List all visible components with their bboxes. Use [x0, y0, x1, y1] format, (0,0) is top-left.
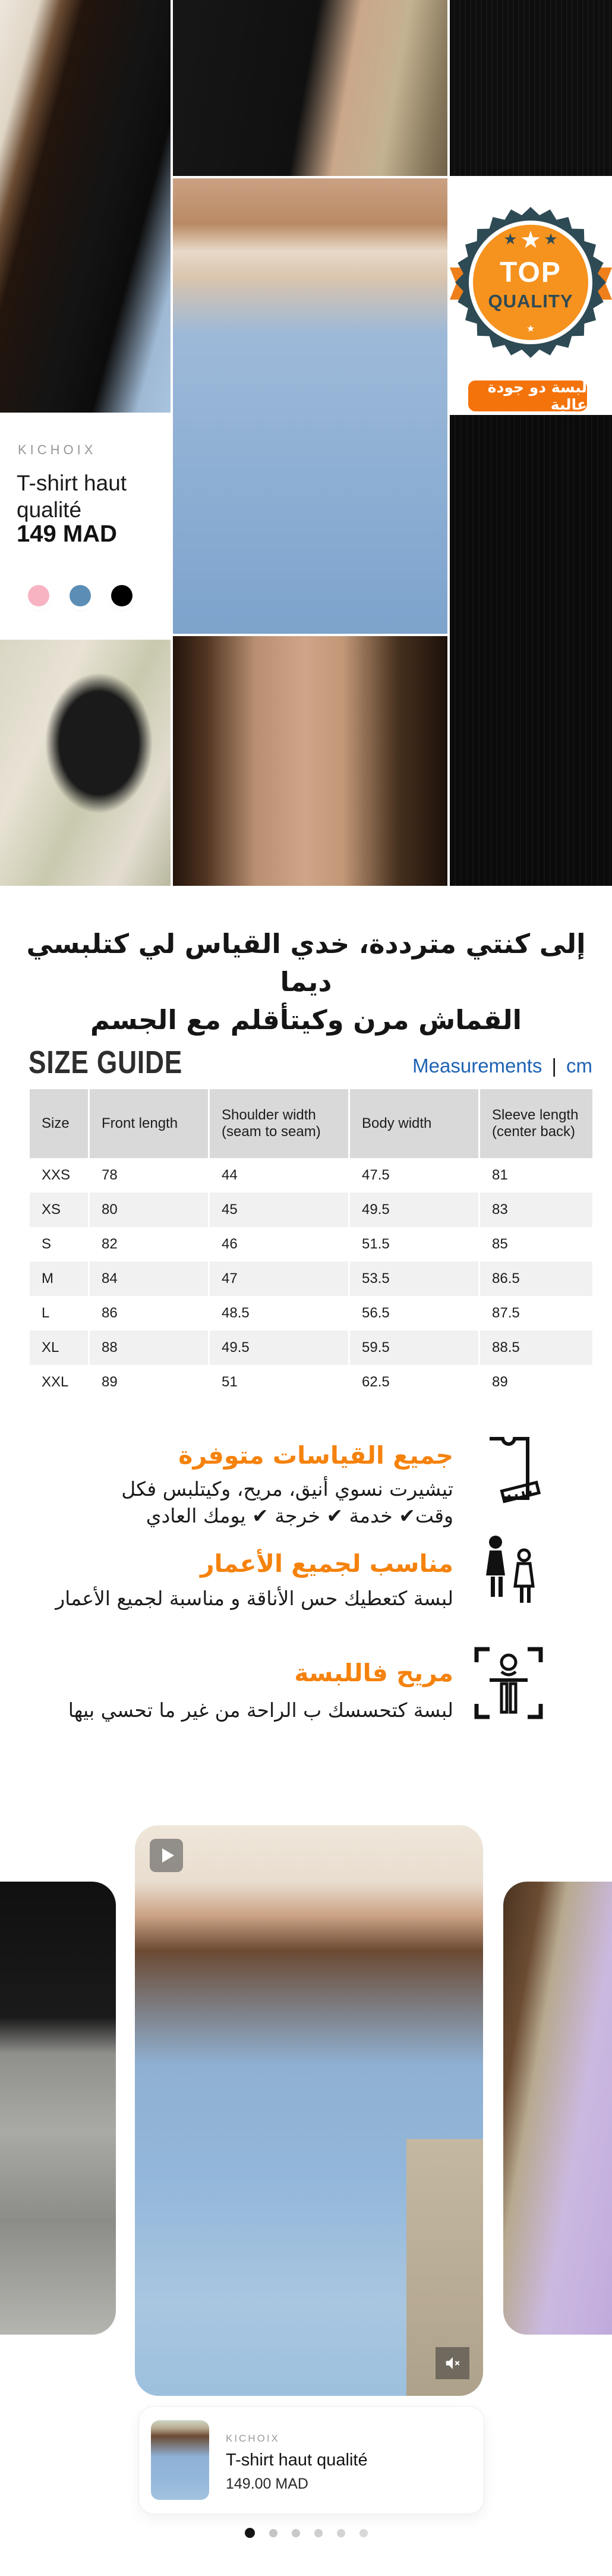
unit-label[interactable]: cm — [566, 1055, 592, 1077]
col-header-sleeve-length: Sleeve length (center back) — [478, 1089, 592, 1158]
table-header-row — [30, 1089, 592, 1158]
top-quality-badge — [455, 206, 607, 358]
size-guide-title: SIZE GUIDE — [29, 1045, 183, 1080]
table-row-xxl: XXL 89 51 62.5 89 — [30, 1365, 592, 1399]
feature-body-sizes: تيشيرت نسوي أنيق، مريح، وكيتلبس فكل وقت✔ خدمة ✔ خرجة ✔ يومك العادي — [121, 1477, 453, 1527]
measurements-label[interactable]: Measurements — [412, 1055, 542, 1077]
col-header-size: Size — [42, 1115, 70, 1131]
video-card[interactable] — [135, 1825, 483, 2396]
col-header-front-length: Front length — [88, 1089, 208, 1158]
carousel-dot-4[interactable] — [314, 2529, 323, 2537]
play-icon — [162, 1848, 174, 1863]
carousel-dot-1[interactable] — [245, 2528, 255, 2538]
quality-pill-button[interactable]: لبسة دو جودة عالية — [468, 380, 587, 411]
badge-stars-icon: ★ ★ ★ — [503, 227, 558, 253]
feature-title-ages: مناسب لجميع الأعمار — [200, 1549, 453, 1578]
product-thumbnail — [151, 2420, 209, 2500]
product-title: T-shirt haut qualité — [17, 471, 127, 522]
carousel-next-slide[interactable] — [503, 1882, 612, 2335]
headline-line2: القماش مرن وكيتأقلم مع الجسم — [90, 1004, 522, 1036]
gallery-photo-black-henley-buttons — [450, 0, 612, 176]
table-row-xxs: XXS 78 44 47.5 81 — [30, 1158, 592, 1193]
brand-name: KICHOIX — [18, 442, 97, 457]
comfort-icon — [473, 1646, 544, 1721]
mute-icon — [444, 2354, 462, 2372]
size-guide-table — [30, 1089, 592, 1399]
carousel-prev-slide[interactable] — [0, 1882, 116, 2335]
carousel-dot-3[interactable] — [292, 2529, 300, 2537]
feature-body-comfort: لبسة كتحسسك ب الراحة من غير ما تحسي بيها — [68, 1699, 453, 1722]
color-swatch-blue[interactable] — [70, 585, 91, 606]
feature-body-ages: لبسة كتعطيك حس الأناقة و مناسبة لجميع الأعمار — [55, 1587, 453, 1610]
headline-line1: إلى كنتي مترددة، خدي القياس لي كتلبسي ديما — [26, 928, 586, 998]
badge-bottom-star-icon: ★ — [526, 324, 535, 334]
carousel-dots — [0, 2528, 612, 2538]
separator: | — [551, 1055, 557, 1077]
headline — [0, 925, 612, 1039]
gallery-photo-model-black-outfit — [0, 640, 171, 886]
measurements-unit — [412, 1055, 592, 1077]
gallery-photo-model-face — [173, 636, 447, 886]
carousel-dot-5[interactable] — [337, 2529, 345, 2537]
table-row-xl: XL 88 49.5 59.5 88.5 — [30, 1331, 592, 1365]
product-overlay-card[interactable] — [138, 2406, 484, 2514]
people-icon — [479, 1533, 541, 1609]
tshirt-ruler-icon — [474, 1434, 543, 1505]
overlay-price: 149.00 MAD — [226, 2476, 308, 2492]
gallery-photo-black-ribbed — [450, 415, 612, 886]
gallery-photo-black-top-jeans — [0, 0, 171, 413]
color-swatch-black[interactable] — [111, 585, 133, 606]
overlay-title: T-shirt haut qualité — [226, 2451, 368, 2470]
table-row-xs: XS 80 45 49.5 83 — [30, 1193, 592, 1227]
gallery-photo-hand-pocket — [173, 0, 447, 176]
overlay-brand: KICHOIX — [226, 2433, 280, 2444]
brand-info-card — [0, 415, 171, 634]
table-row-m: M 84 47 53.5 86.5 — [30, 1262, 592, 1296]
play-button[interactable] — [150, 1839, 183, 1872]
table-row-s: S 82 46 51.5 85 — [30, 1227, 592, 1262]
carousel-dot-2[interactable] — [269, 2529, 277, 2537]
color-swatch-pink[interactable] — [28, 585, 49, 606]
carousel-dot-6[interactable] — [359, 2529, 368, 2537]
table-row-l: L 86 48.5 56.5 87.5 — [30, 1296, 592, 1331]
col-header-body-width: Body width — [348, 1089, 478, 1158]
col-header-shoulder-width: Shoulder width (seam to seam) — [208, 1089, 348, 1158]
product-price: 149 MAD — [17, 521, 117, 547]
top-quality-badge-cell — [450, 178, 612, 413]
badge-top-label: TOP — [500, 257, 561, 288]
gallery-photo-blue-henley — [173, 178, 447, 634]
feature-title-sizes: جميع القياسات متوفرة — [178, 1441, 453, 1470]
badge-quality-label: QUALITY — [488, 291, 573, 312]
mute-button[interactable] — [436, 2347, 469, 2379]
feature-title-comfort: مريح فاللبسة — [294, 1659, 453, 1687]
